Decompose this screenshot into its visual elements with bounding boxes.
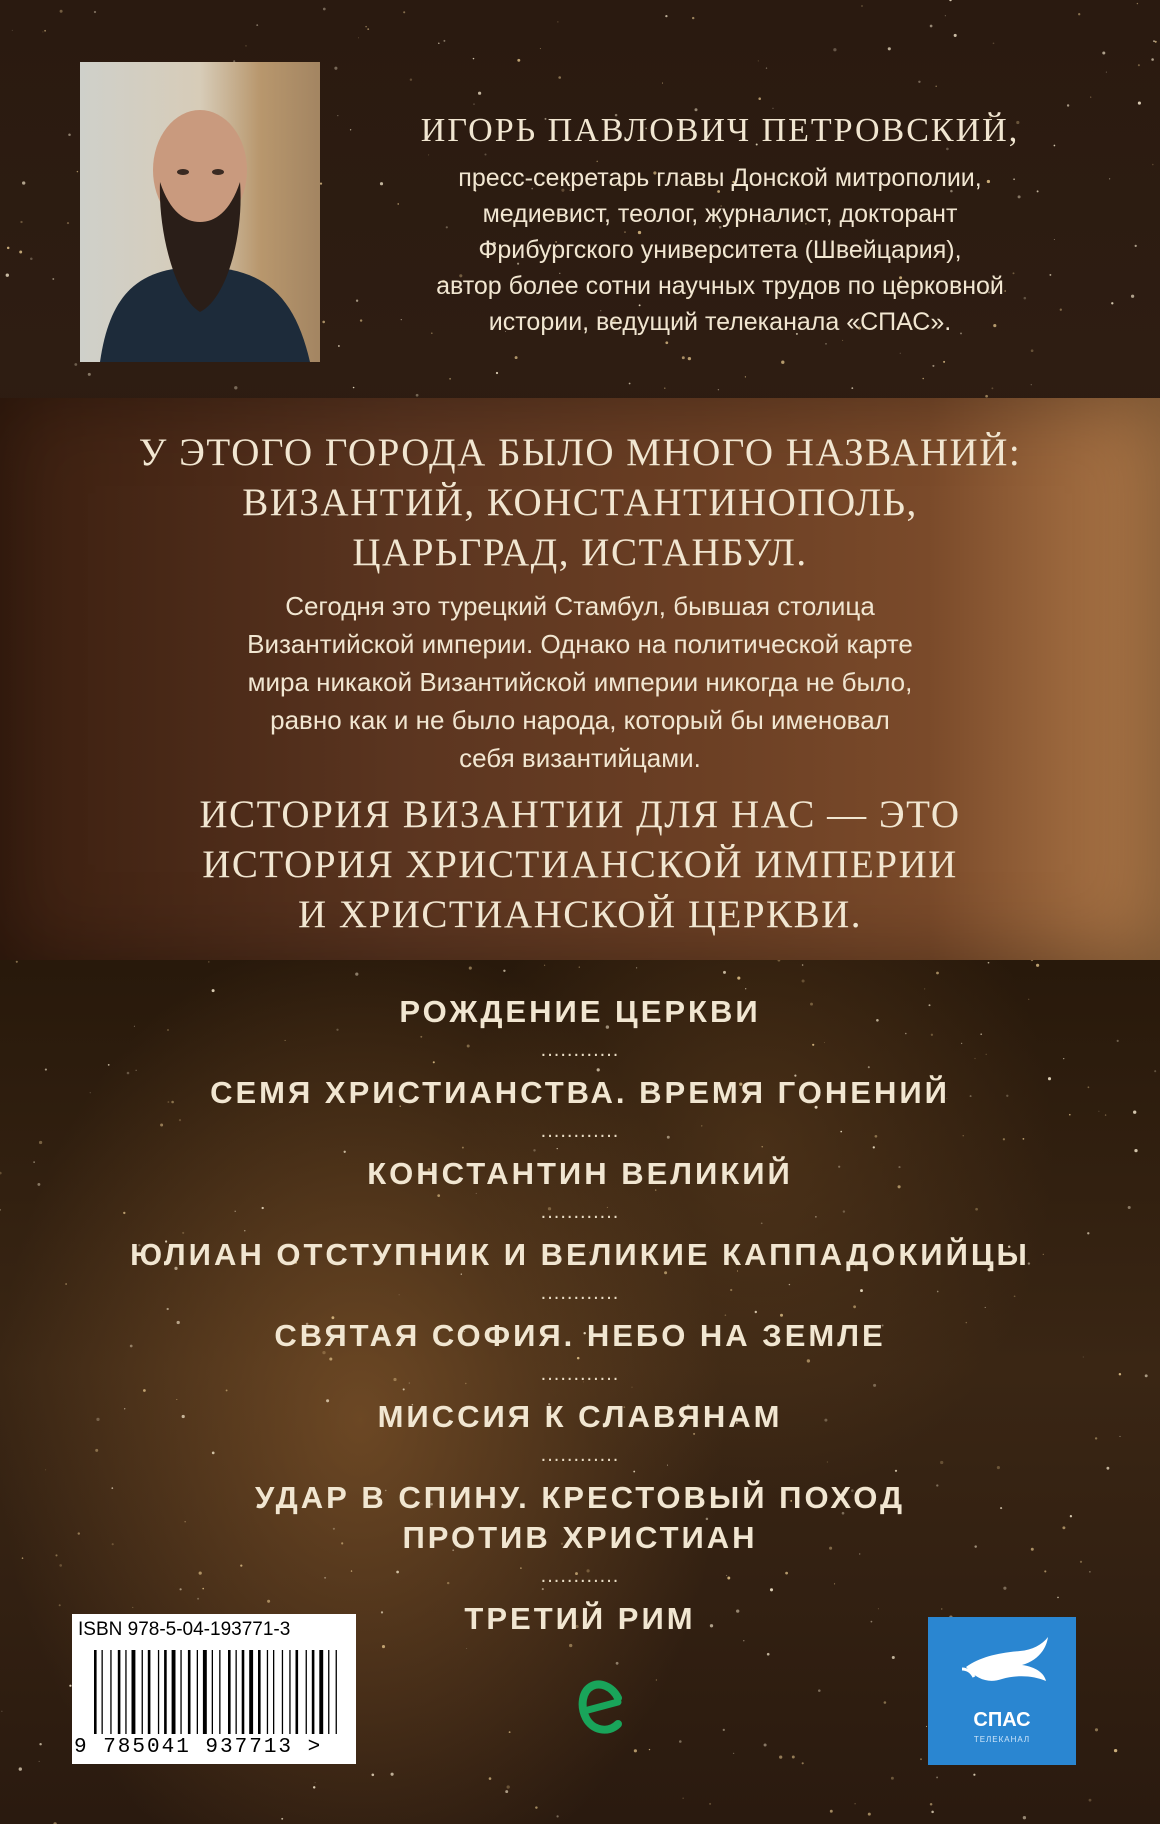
toc-item: СЕМЯ ХРИСТИАНСТВА. ВРЕМЯ ГОНЕНИЙ	[210, 1075, 950, 1110]
sparkle-dot	[437, 1194, 440, 1197]
sparkle-dot	[74, 363, 77, 366]
sparkle-dot	[1152, 164, 1154, 166]
sparkle-dot	[1067, 104, 1069, 106]
sparkle-dot	[509, 1731, 511, 1733]
barcode-bar	[212, 1650, 213, 1734]
barcode-bar	[228, 1650, 231, 1734]
sparkle-dot	[930, 1803, 933, 1806]
toc-item: УДАР В СПИНУ. КРЕСТОВЫЙ ПОХОД	[254, 1480, 906, 1515]
sparkle-dot	[1036, 964, 1039, 967]
sparkle-dot	[544, 965, 545, 966]
sparkle-dot	[20, 221, 22, 223]
sparkle-dot	[410, 78, 412, 80]
sparkle-dot	[420, 1036, 422, 1038]
sparkle-dot	[656, 1679, 657, 1680]
sparkle-dot	[180, 1588, 182, 1590]
paragraph-line: мира никакой Византийской империи никогда не было,	[247, 667, 913, 697]
sparkle-dot	[616, 1662, 619, 1665]
barcode-bar	[197, 1650, 198, 1734]
sparkle-dot	[1080, 1561, 1082, 1563]
barcode-bar	[282, 1650, 283, 1734]
sparkle-dot	[755, 1311, 757, 1313]
sparkle-dot	[665, 15, 667, 17]
sparkle-dot	[579, 966, 580, 967]
toc-item: КОНСТАНТИН ВЕЛИКИЙ	[367, 1156, 793, 1191]
toc-divider: ............	[540, 1039, 620, 1061]
sparkle-dot	[68, 134, 71, 137]
barcode-bar	[267, 1650, 268, 1734]
sparkle-dot	[873, 1146, 875, 1148]
closing-line: ИСТОРИЯ ВИЗАНТИИ ДЛЯ НАС — ЭТО	[199, 793, 961, 836]
toc-item-continuation: ПРОТИВ ХРИСТИАН	[402, 1520, 758, 1555]
sparkle-dot	[997, 1466, 1000, 1469]
sparkle-dot	[1095, 1437, 1097, 1439]
sparkle-dot	[895, 1470, 897, 1472]
heading-line: ЦАРЬГРАД, ИСТАНБУЛ.	[352, 531, 808, 574]
sparkle-dot	[39, 1141, 42, 1144]
sparkle-dot	[557, 1148, 558, 1149]
sparkle-dot	[634, 1749, 637, 1752]
author-bio-line: Фрибургского университета (Швейцария),	[478, 236, 962, 264]
sparkle-dot	[355, 972, 358, 975]
barcode-digits: 9 785041 937713 >	[74, 1736, 323, 1759]
sparkle-dot	[30, 258, 33, 261]
sparkle-dot	[1153, 40, 1155, 42]
barcode-bar	[142, 1650, 143, 1734]
sparkle-dot	[1111, 302, 1113, 304]
sparkle-dot	[19, 1767, 22, 1770]
sparkle-dot	[1151, 58, 1154, 61]
toc-item: МИССИЯ К СЛАВЯНАМ	[377, 1399, 783, 1434]
sparkle-dot	[67, 222, 69, 224]
sparkle-dot	[577, 1357, 580, 1360]
sparkle-dot	[1003, 1587, 1006, 1590]
sparkle-dot	[636, 967, 637, 968]
toc-divider: ............	[540, 1120, 620, 1142]
sparkle-dot	[1135, 245, 1137, 247]
sparkle-dot	[936, 1776, 938, 1778]
sparkle-dot	[403, 11, 405, 13]
barcode-bar	[296, 1650, 299, 1734]
sparkle-dot	[683, 1798, 684, 1799]
sparkle-dot	[631, 1387, 632, 1388]
author-photo	[80, 62, 320, 362]
sparkle-dot	[926, 1726, 927, 1727]
closing-statement	[0, 790, 1160, 940]
toc-divider: ............	[540, 1444, 620, 1466]
sparkle-dot	[77, 171, 78, 172]
sparkle-dot	[1114, 1749, 1117, 1752]
sparkle-dot	[136, 1070, 137, 1071]
author-bio-line: автор более сотни научных трудов по церковной	[436, 272, 1004, 300]
sparkle-dot	[244, 1230, 245, 1231]
sparkle-dot	[818, 1689, 821, 1692]
barcode-bar	[188, 1650, 191, 1734]
sparkle-dot	[792, 1756, 795, 1759]
sparkle-dot	[766, 67, 767, 68]
sparkle-dot	[344, 1151, 346, 1153]
sparkle-dot	[1057, 1597, 1059, 1599]
toc-item: РОЖДЕНИЕ ЦЕРКВИ	[399, 994, 761, 1029]
barcode-bar	[306, 1650, 307, 1734]
sparkle-dot	[665, 341, 668, 344]
sparkle-dot	[761, 1146, 762, 1147]
sparkle-dot	[1083, 1357, 1084, 1358]
sparkle-dot	[781, 361, 784, 364]
barcode-bar	[118, 1650, 121, 1734]
sparkle-dot	[353, 387, 355, 389]
eksmo-e-logo-icon	[578, 1680, 624, 1744]
sparkle-dot	[1095, 1728, 1098, 1731]
barcode-bar	[203, 1650, 207, 1734]
sparkle-dot	[980, 1033, 982, 1035]
barcode-bar	[319, 1650, 323, 1734]
sparkle-dot	[12, 30, 13, 31]
sparkle-dot	[1089, 1799, 1092, 1802]
sparkle-dot	[1078, 13, 1080, 15]
sparkle-dot	[935, 85, 937, 87]
barcode-bar	[258, 1650, 261, 1734]
sparkle-dot	[94, 11, 96, 13]
sparkle-dot	[692, 17, 694, 19]
sparkle-dot	[802, 964, 804, 966]
paragraph-line: Сегодня это турецкий Стамбул, бывшая столица	[285, 591, 875, 621]
sparkle-dot	[1031, 384, 1032, 385]
sparkle-dot	[515, 356, 518, 359]
sparkle-dot	[868, 1066, 870, 1068]
author-bio-line: истории, ведущий телеканала «СПАС».	[488, 308, 952, 336]
sparkle-dot	[88, 373, 91, 376]
sparkle-dot	[367, 28, 369, 30]
sparkle-dot	[905, 1033, 907, 1035]
toc-item: СВЯТАЯ СОФИЯ. НЕБО НА ЗЕМЛЕ	[274, 1318, 886, 1353]
sparkle-dot	[39, 1743, 41, 1745]
sparkle-dot	[597, 1068, 600, 1071]
barcode-bar	[125, 1650, 126, 1734]
author-portrait-illustration	[80, 62, 320, 362]
sparkle-dot	[6, 274, 9, 277]
sparkle-dot	[723, 1729, 725, 1731]
isbn-barcode-block	[72, 1614, 356, 1764]
barcode-bar	[236, 1650, 237, 1734]
barcode-bar	[94, 1650, 97, 1734]
sparkle-dot	[1138, 102, 1141, 105]
sparkle-dot	[861, 5, 863, 7]
sparkle-dot	[556, 1815, 558, 1817]
sparkle-dot	[1106, 72, 1107, 73]
sparkle-dot	[922, 378, 924, 380]
sparkle-dot	[888, 47, 891, 50]
sparkle-dot	[830, 1810, 833, 1813]
sparkle-dot	[718, 389, 719, 390]
spas-channel-logo	[928, 1617, 1076, 1765]
sparkle-dot	[557, 21, 558, 22]
sparkle-dot	[873, 1384, 876, 1387]
barcode-icon	[94, 1650, 338, 1734]
sparkle-dot	[629, 383, 631, 385]
sparkle-dot	[807, 1359, 810, 1362]
sparkle-dot	[533, 1149, 535, 1151]
sparkle-dot	[474, 104, 475, 105]
sparkle-dot	[45, 1470, 46, 1471]
author-name: ИГОРЬ ПАВЛОВИЧ ПЕТРОВСКИЙ,	[420, 112, 1020, 149]
heading-line: ВИЗАНТИЙ, КОНСТАНТИНОПОЛЬ,	[242, 481, 918, 524]
sparkle-dot	[1155, 41, 1157, 43]
sparkle-dot	[943, 361, 945, 363]
sparkle-dot	[496, 372, 498, 374]
author-bio	[330, 160, 1110, 340]
sparkle-dot	[1031, 349, 1034, 352]
isbn-label: ISBN 978-5-04-193771-3	[78, 1619, 291, 1640]
sparkle-dot	[868, 1813, 871, 1816]
sparkle-dot	[60, 10, 63, 13]
sparkle-dot	[208, 961, 210, 963]
sparkle-dot	[1131, 295, 1134, 298]
sparkle-dot	[802, 979, 805, 982]
barcode-bar	[132, 1650, 136, 1734]
dove-icon	[928, 1617, 1076, 1709]
sparkle-dot	[1138, 64, 1140, 66]
toc-divider: ............	[540, 1282, 620, 1304]
sparkle-dot	[758, 60, 759, 61]
sparkle-dot	[382, 1645, 385, 1648]
sparkle-dot	[1134, 1149, 1137, 1152]
sparkle-dot	[416, 394, 419, 397]
sparkle-dot	[329, 1357, 332, 1360]
sparkle-dot	[1069, 1114, 1071, 1116]
barcode-bar	[102, 1650, 103, 1734]
barcode-bar	[172, 1650, 176, 1734]
paragraph-line: Византийской империи. Однако на политической карте	[247, 629, 913, 659]
sparkle-dot	[202, 1588, 204, 1590]
sparkle-dot	[313, 1786, 315, 1788]
sparkle-dot	[679, 1740, 682, 1743]
sparkle-dot	[256, 24, 258, 26]
sparkle-dot	[772, 108, 773, 109]
sparkle-dot	[334, 67, 337, 70]
sparkle-dot	[234, 386, 237, 389]
city-names-heading	[0, 428, 1160, 578]
sparkle-dot	[924, 988, 925, 989]
closing-line: ИСТОРИЯ ХРИСТИАНСКОЙ ИМПЕРИИ	[202, 843, 958, 886]
barcode-bar	[242, 1650, 245, 1734]
sparkle-dot	[1, 1711, 2, 1712]
sparkle-dot	[433, 1061, 435, 1063]
sparkle-dot	[709, 1803, 711, 1805]
toc-divider: ............	[540, 1565, 620, 1587]
barcode-bar	[158, 1650, 159, 1734]
toc-item: ТРЕТИЙ РИМ	[464, 1601, 696, 1636]
sparkle-dot	[358, 38, 359, 39]
sparkle-dot	[45, 1069, 47, 1071]
sparkle-dot	[988, 962, 990, 964]
sparkle-dot	[991, 387, 993, 389]
sparkle-dot	[633, 1471, 635, 1473]
sparkle-dot	[758, 97, 761, 100]
sparkle-dot	[391, 1773, 394, 1776]
sparkle-dot	[503, 970, 505, 972]
sparkle-dot	[737, 977, 740, 980]
sparkle-dot	[16, 961, 18, 963]
barcode-bar	[336, 1650, 337, 1734]
sparkle-dot	[403, 1388, 405, 1390]
sparkle-dot	[1154, 1070, 1156, 1072]
author-info	[330, 110, 1110, 340]
sparkle-dot	[892, 1656, 895, 1659]
sparkle-dot	[558, 76, 561, 79]
barcode-bar	[219, 1650, 220, 1734]
sparkle-dot	[44, 30, 46, 32]
sparkle-dot	[469, 967, 472, 970]
sparkle-dot	[1105, 1114, 1106, 1115]
channel-subtitle: ТЕЛЕКАНАЛ	[973, 1735, 1031, 1744]
sparkle-dot	[936, 972, 939, 975]
sparkle-dot	[649, 1749, 650, 1750]
sparkle-dot	[315, 1782, 316, 1783]
paragraph-line: равно как и не было народа, который бы именовал	[270, 705, 890, 735]
sparkle-dot	[540, 48, 541, 49]
sparkle-dot	[1090, 96, 1091, 97]
sparkle-dot	[281, 1818, 283, 1820]
sparkle-dot	[931, 1811, 934, 1814]
barcode-bar	[273, 1650, 274, 1734]
sparkle-dot	[930, 25, 933, 28]
barcode-bar	[164, 1650, 167, 1734]
sparkle-dot	[767, 1653, 770, 1656]
toc-divider: ............	[540, 1363, 620, 1385]
sparkle-dot	[438, 42, 440, 44]
sparkle-dot	[505, 1790, 508, 1793]
sparkle-dot	[664, 388, 665, 389]
sparkle-dot	[662, 83, 663, 84]
sparkle-dot	[323, 8, 326, 11]
sparkle-dot	[779, 1755, 782, 1758]
sparkle-dot	[182, 1232, 184, 1234]
sparkle-dot	[723, 971, 726, 974]
sparkle-dot	[371, 1773, 374, 1776]
sparkle-dot	[1023, 1816, 1026, 1819]
sparkle-dot	[985, 1307, 986, 1308]
sparkle-dot	[743, 1640, 744, 1641]
sparkle-dot	[949, 0, 951, 1]
sparkle-dot	[688, 357, 691, 360]
sparkle-dot	[52, 278, 54, 280]
sparkle-dot	[682, 356, 685, 359]
sparkle-dot	[993, 42, 995, 44]
sparkle-dot	[108, 1064, 110, 1066]
sparkle-dot	[535, 1806, 537, 1808]
heading-line: У ЭТОГО ГОРОДА БЫЛО МНОГО НАЗВАНИЙ:	[138, 431, 1022, 474]
channel-name: СПАС	[973, 1709, 1031, 1731]
sparkle-dot	[143, 1389, 146, 1392]
sparkle-dot	[542, 1588, 544, 1590]
sparkle-dot	[770, 1588, 773, 1591]
sparkle-dot	[226, 1389, 228, 1391]
sparkle-dot	[884, 1701, 887, 1704]
sparkle-dot	[733, 1753, 734, 1754]
toc-item: ЮЛИАН ОТСТУПНИК И ВЕЛИКИЕ КАППАДОКИЙЦЫ	[130, 1237, 1030, 1272]
sparkle-dot	[19, 251, 22, 254]
sparkle-dot	[365, 26, 367, 28]
sparkle-dot	[900, 353, 901, 354]
sparkle-dot	[853, 1305, 856, 1308]
sparkle-dot	[338, 345, 340, 347]
sparkle-dot	[954, 34, 957, 37]
sparkle-dot	[931, 1034, 933, 1036]
author-bio-line: медиевист, теолог, журналист, докторант	[482, 200, 958, 228]
sparkle-dot	[851, 387, 853, 389]
sparkle-dot	[932, 365, 934, 367]
barcode-bar	[249, 1650, 253, 1734]
barcode-bar	[312, 1650, 315, 1734]
closing-line: И ХРИСТИАНСКОЙ ЦЕРКВИ.	[297, 893, 862, 936]
sparkle-dot	[973, 1774, 975, 1776]
author-bio-line: пресс-секретарь главы Донской митрополии,	[458, 164, 982, 192]
sparkle-dot	[489, 1777, 492, 1780]
sparkle-dot	[322, 321, 325, 324]
sparkle-dot	[466, 1648, 467, 1649]
sparkle-dot	[1106, 1467, 1109, 1470]
sparkle-dot	[842, 340, 843, 341]
sparkle-dot	[745, 376, 746, 377]
sparkle-dot	[507, 1785, 510, 1788]
sparkle-dot	[945, 15, 946, 16]
sparkle-dot	[764, 1743, 767, 1746]
sparkle-dot	[517, 59, 520, 62]
sparkle-dot	[42, 31, 43, 32]
sparkle-dot	[167, 1308, 169, 1310]
sparkle-dot	[7, 247, 10, 250]
sparkle-dot	[473, 58, 474, 59]
sparkle-dot	[320, 182, 322, 184]
barcode-bar	[289, 1650, 290, 1734]
sparkle-dot	[802, 1762, 804, 1764]
sparkle-dot	[39, 1761, 40, 1762]
toc-divider: ............	[540, 1201, 620, 1223]
description-paragraph	[0, 587, 1160, 777]
sparkle-dot	[245, 45, 246, 46]
sparkle-dot	[854, 1803, 855, 1804]
sparkle-dot	[478, 92, 481, 95]
paragraph-line: себя византийцами.	[459, 743, 701, 773]
sparkle-dot	[891, 1777, 894, 1780]
sparkle-dot	[569, 1644, 572, 1647]
sparkle-dot	[1102, 51, 1105, 54]
sparkle-dot	[22, 181, 25, 184]
sparkle-dot	[833, 48, 836, 51]
sparkle-dot	[918, 81, 920, 83]
sparkle-dot	[761, 1222, 763, 1224]
barcode-bar	[110, 1650, 111, 1734]
sparkle-dot	[443, 40, 445, 42]
sparkle-dot	[462, 1147, 464, 1149]
sparkle-dot	[1137, 3, 1138, 4]
barcode-bar	[180, 1650, 181, 1734]
sparkle-dot	[920, 1758, 922, 1760]
barcode-bar	[148, 1650, 151, 1734]
sparkle-dot	[745, 988, 746, 989]
sparkle-dot	[449, 378, 451, 380]
barcode-bar	[328, 1650, 329, 1734]
sparkle-dot	[825, 343, 826, 344]
